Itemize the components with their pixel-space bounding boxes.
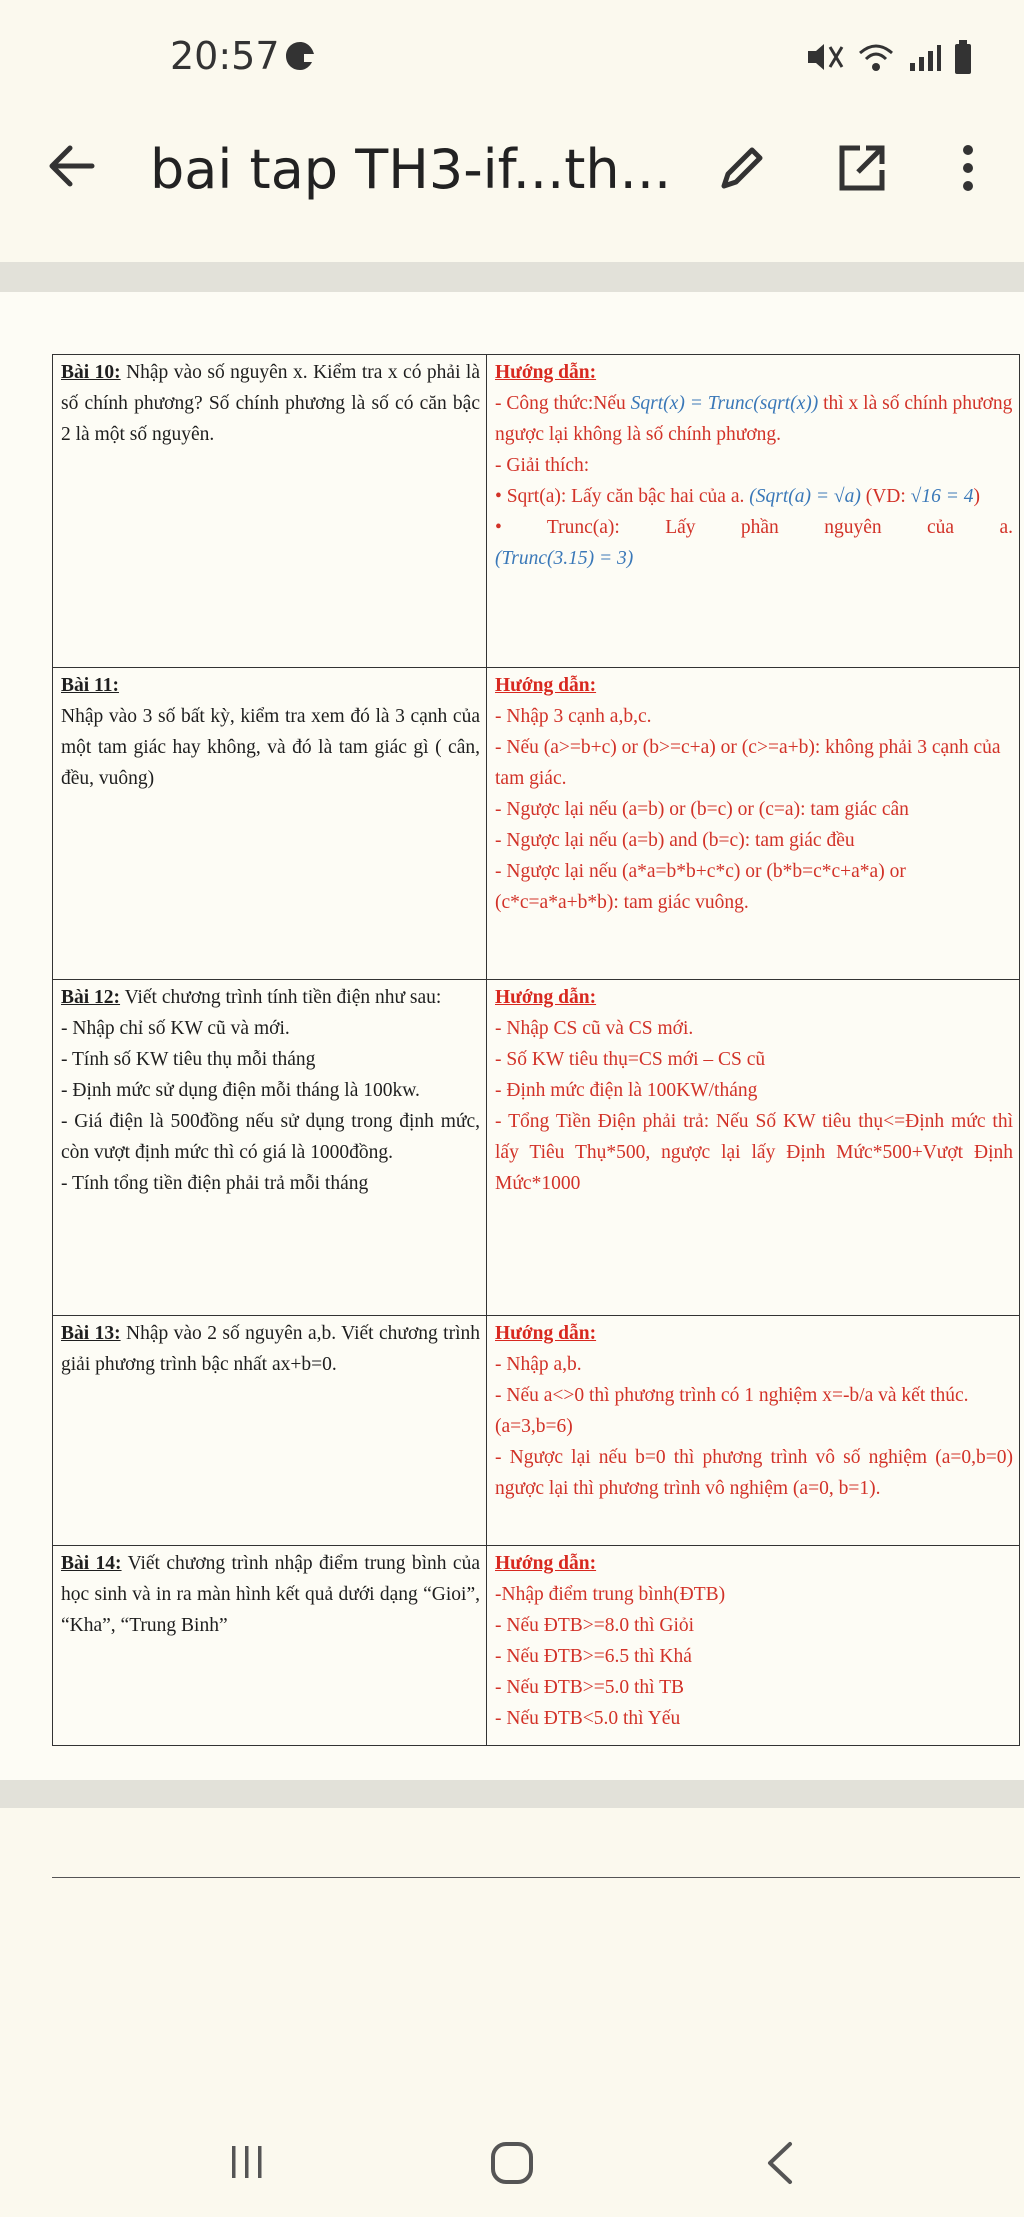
notification-icon [282, 40, 318, 77]
status-time: 20:57 [170, 34, 280, 78]
table-row [53, 668, 1020, 980]
guide-heading: Hướng dẫn: [495, 362, 597, 383]
guide-line: - Ngược lại nếu (a*a=b*b+c*c) or (b*b=c*c+a*a) or (c*c=a*a+b*b): tam giác vuông. [495, 861, 906, 913]
table-row [53, 980, 1020, 1316]
guide-line: - Công thức:Nếu Sqrt(x) = Trunc(sqrt(x)) thì x là số chính phương ngược lại không là số chính phương. [495, 393, 1013, 445]
guide-line: - Số KW tiêu thụ=CS mới – CS cũ [495, 1049, 766, 1070]
guide-line: - Nhập a,b. [495, 1354, 582, 1375]
guide-line [495, 543, 1013, 574]
status-bar [0, 0, 1024, 110]
status-icons [804, 40, 972, 79]
question-cell [53, 980, 487, 1316]
question-cell [53, 668, 487, 980]
footer-divider [52, 1877, 1020, 1878]
document-title: bai tap TH3-if...th... [150, 138, 672, 201]
guide-cell [487, 668, 1020, 980]
question-cell [53, 1316, 487, 1546]
exercise-title: Bài 11: [61, 675, 119, 696]
question-text: Nhập vào 3 số bất kỳ, kiểm tra xem đó là 3 cạnh của một tam giác hay không, và đó là tam giác gì ( cân, đều, vuông) [61, 706, 480, 789]
back-arrow-icon[interactable] [40, 134, 104, 198]
wifi-icon [856, 41, 896, 78]
guide-line: -Nhập điểm trung bình(ĐTB) [495, 1584, 726, 1605]
recent-apps-icon[interactable] [222, 2142, 272, 2182]
table-row [53, 355, 1020, 668]
guide-line: - Ngược lại nếu (a=b) or (b=c) or (c=a): tam giác cân [495, 799, 909, 820]
guide-cell [487, 1316, 1020, 1546]
guide-line: - Nhập 3 cạnh a,b,c. [495, 706, 652, 727]
question-line: - Tính số KW tiêu thụ mỗi tháng [61, 1049, 316, 1070]
home-icon[interactable] [487, 2140, 537, 2186]
formula: (Trunc(3.15) = 3) [495, 548, 634, 569]
question-cell [53, 355, 487, 668]
page-separator [0, 1780, 1024, 1808]
guide-line: - Giải thích: [495, 455, 590, 476]
mute-icon [804, 41, 844, 78]
guide-line: - Định mức điện là 100KW/tháng [495, 1080, 758, 1101]
page-separator [0, 262, 1024, 292]
guide-cell [487, 355, 1020, 668]
guide-line: - Nếu ĐTB<5.0 thì Yếu [495, 1708, 681, 1729]
pencil-icon[interactable] [710, 136, 774, 200]
guide-cell [487, 980, 1020, 1316]
guide-line: - Tổng Tiền Điện phải trả: Nếu Số KW tiêu thụ<=Định mức thì lấy Tiêu Thụ*500, ngược lại lấy Định Mức*500+Vượt Định Mức*1000 [495, 1111, 1013, 1194]
guide-line: - Nếu ĐTB>=6.5 thì Khá [495, 1646, 692, 1667]
guide-heading: Hướng dẫn: [495, 987, 597, 1008]
guide-cell [487, 1546, 1020, 1746]
formula: Sqrt(x) = Trunc(sqrt(x)) [630, 393, 819, 414]
battery-icon [954, 40, 972, 79]
guide-heading: Hướng dẫn: [495, 675, 597, 696]
exercise-title: Bài 13: [61, 1323, 121, 1344]
exercise-title: Bài 10: [61, 362, 121, 383]
guide-heading: Hướng dẫn: [495, 1323, 597, 1344]
question-text: Nhập vào 2 số nguyên a,b. Viết chương trình giải phương trình bậc nhất ax+b=0. [61, 1323, 480, 1375]
document-page [0, 292, 1024, 1780]
guide-line: - Nếu ĐTB>=8.0 thì Giỏi [495, 1615, 695, 1636]
guide-line: - Ngược lại nếu (a=b) and (b=c): tam giác đều [495, 830, 855, 851]
guide-line: - Nếu (a>=b+c) or (b>=c+a) or (c>=a+b): không phải 3 cạnh của tam giác. [495, 737, 1001, 789]
exercise-table [52, 354, 1020, 1746]
guide-line: • Sqrt(a): Lấy căn bậc hai của a. (Sqrt(a) = √a) (VD: √16 = 4) [495, 486, 981, 507]
question-line: - Giá điện là 500đồng nếu sử dụng trong định mức, còn vượt định mức thì có giá là 1000đồng. [61, 1111, 480, 1163]
formula: (Sqrt(a) = √a) [749, 486, 861, 507]
formula: √16 = 4 [910, 486, 974, 507]
question-cell [53, 1546, 487, 1746]
more-options-icon[interactable] [940, 136, 996, 200]
table-row [53, 1316, 1020, 1546]
guide-heading: Hướng dẫn: [495, 1553, 597, 1574]
guide-line: - Ngược lại nếu b=0 thì phương trình vô số nghiệm (a=0,b=0) ngược lại thì phương trình vô nghiệm (a=0, b=1). [495, 1447, 1013, 1499]
table-row [53, 1546, 1020, 1746]
nav-back-icon[interactable] [760, 2140, 800, 2186]
question-text: Viết chương trình tính tiền điện như sau: [120, 987, 442, 1008]
exercise-title: Bài 14: [61, 1553, 122, 1574]
guide-line: - Nhập CS cũ và CS mới. [495, 1018, 694, 1039]
app-bar [0, 110, 1024, 230]
question-text: Viết chương trình nhập điểm trung bình của học sinh và in ra màn hình kết quả dưới dạng “Gioi”, “Kha”, “Trung Binh” [61, 1553, 480, 1636]
navigation-bar [0, 2100, 1024, 2217]
question-line: - Nhập chỉ số KW cũ và mới. [61, 1018, 290, 1039]
question-line: - Định mức sử dụng điện mỗi tháng là 100kw. [61, 1080, 420, 1101]
exercise-title: Bài 12: [61, 987, 121, 1008]
guide-line: • Trunc(a): Lấy phần nguyên của a. [495, 517, 1013, 538]
signal-icon [908, 41, 942, 78]
open-external-icon[interactable] [830, 136, 894, 200]
guide-line: - Nếu ĐTB>=5.0 thì TB [495, 1677, 685, 1698]
guide-line: - Nếu a<>0 thì phương trình có 1 nghiệm x=-b/a và kết thúc. (a=3,b=6) [495, 1385, 969, 1437]
question-text: Nhập vào số nguyên x. Kiểm tra x có phải là số chính phương? Số chính phương là số có căn bậc 2 là một số nguyên. [61, 362, 481, 445]
question-line: - Tính tổng tiền điện phải trả mỗi tháng [61, 1173, 369, 1194]
